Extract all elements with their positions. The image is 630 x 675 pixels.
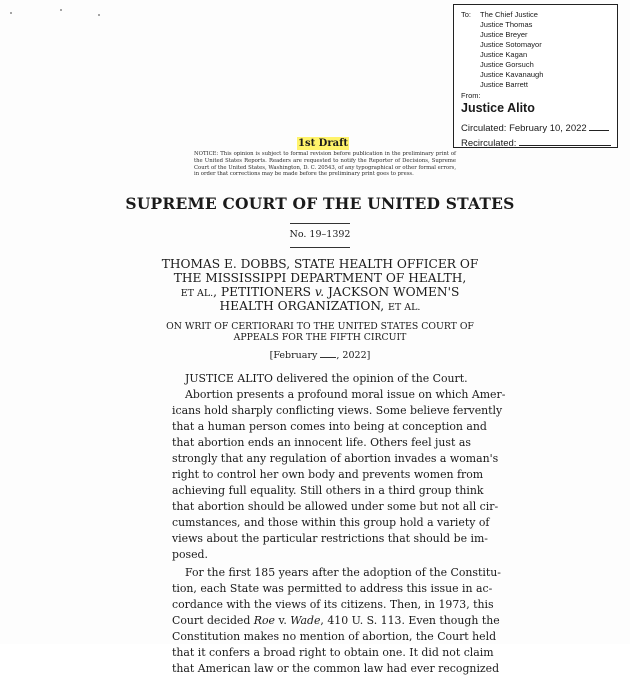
paragraph-line: views about the particular restrictions that should be im- xyxy=(172,532,488,545)
caption-line: THE MISSISSIPPI DEPARTMENT OF HEALTH, xyxy=(173,271,467,285)
paragraph-line: cordance with the views of its citizens. Then, in 1973, this xyxy=(172,598,494,611)
small-cap: A xyxy=(237,372,246,385)
recipient: Justice Sotomayor xyxy=(480,40,542,49)
writ-line: ON WRIT OF CERTIORARI TO THE UNITED STATES COURT OF xyxy=(166,321,474,332)
caption-et-al: ET AL. xyxy=(387,302,421,313)
paragraph-line: strongly that any regulation of abortion invades a woman's xyxy=(172,452,499,465)
circulated-label: Circulated: xyxy=(461,123,507,134)
paragraph-line: that abortion should be allowed under some but not all cir- xyxy=(172,500,499,513)
small-cap: J xyxy=(185,372,190,385)
caption-line: THOMAS E. DOBBS, STATE HEALTH OFFICER OF xyxy=(161,257,479,271)
paragraph-line: cumstances, and those within this group hold a variety of xyxy=(172,516,490,529)
paragraph-line: icans hold sharply conflicting views. Some believe fervently xyxy=(172,404,503,417)
notice-text: NOTICE: This opinion is subject to formal revision before publication in the preliminary print of the United States Reports. Readers are requested to notify the Reporter of Decisions, Supreme Court of the United States, Washington, D. C. 20543, of any typographical or other formal errors, in order that corrections may be made before the preliminary print goes to press. xyxy=(194,151,457,178)
caption-line xyxy=(100,299,540,315)
writ-line: APPEALS FOR THE FIFTH CIRCUIT xyxy=(233,332,407,343)
text: v. xyxy=(275,614,291,627)
blank-line xyxy=(519,136,611,146)
text: , 410 U. S. 113. Even though the xyxy=(320,614,500,627)
circulated-line xyxy=(461,121,609,134)
scan-speck xyxy=(10,12,12,14)
caption-text: , PETITIONERS xyxy=(213,285,315,299)
small-cap: USTICE xyxy=(189,372,238,385)
scan-speck xyxy=(98,14,100,16)
recipient: Justice Kagan xyxy=(480,50,528,59)
paragraph-line: tion, each State was permitted to address this issue in ac- xyxy=(172,582,493,595)
caption-text: JACKSON WOMEN'S xyxy=(324,285,460,299)
draft-label: 1st Draft xyxy=(297,138,349,149)
from-name: Justice Alito xyxy=(461,101,535,115)
circulated-date: February 10, 2022 xyxy=(509,123,587,134)
divider xyxy=(290,223,350,224)
to-label: To: xyxy=(461,10,472,19)
date-suffix: , 2022] xyxy=(336,350,371,361)
caption-text: HEALTH ORGANIZATION, xyxy=(219,299,388,313)
recipient: The Chief Justice xyxy=(480,10,538,19)
recipient: Justice Thomas xyxy=(480,20,533,29)
paragraph-line: For the first 185 years after the adoption of the Constitu- xyxy=(185,566,501,579)
scan-speck xyxy=(60,9,62,11)
date-prefix: [February xyxy=(269,350,321,361)
paragraph-line: right to control her own body and prevents women from xyxy=(172,468,484,481)
recipient: Justice Breyer xyxy=(480,30,528,39)
paragraph-line: Constitution makes no mention of abortion, the Court held xyxy=(172,630,497,643)
paragraph-line: that abortion ends an innocent life. Others feel just as xyxy=(172,436,471,449)
recipient: Justice Barrett xyxy=(480,80,528,89)
paragraph-line: achieving full equality. Still others in a third group think xyxy=(172,484,484,497)
text: Court decided xyxy=(172,614,254,627)
recipient: Justice Gorsuch xyxy=(480,60,534,69)
paragraph-line: Abortion presents a profound moral issue on which Amer- xyxy=(185,388,506,401)
recirculated-label: Recirculated: xyxy=(461,138,517,149)
divider xyxy=(290,247,350,248)
opinion-intro xyxy=(185,372,468,385)
circulation-stamp xyxy=(453,4,618,148)
case-name: Wade xyxy=(290,614,321,627)
recipient: Justice Kavanaugh xyxy=(480,70,544,79)
paragraph-line xyxy=(172,614,500,627)
caption-versus: v. xyxy=(314,285,325,299)
small-cap: LITO xyxy=(245,372,273,385)
blank-line xyxy=(320,349,336,358)
paragraph-line: that American law or the common law had ever recognized xyxy=(172,662,500,675)
paragraph-line: posed. xyxy=(172,548,208,561)
case-name: Roe xyxy=(253,614,275,627)
decision-date xyxy=(100,349,540,361)
paragraph-line: that a human person comes into being at conception and xyxy=(172,420,487,433)
blank-line xyxy=(589,121,609,131)
recirculated-line xyxy=(461,136,611,149)
paragraph-line: that it confers a broad right to obtain one. It did not claim xyxy=(172,646,494,659)
text: delivered the opinion of the Court. xyxy=(272,372,468,385)
docket-number: No. 19–1392 xyxy=(289,229,351,240)
caption-et-al: ET AL. xyxy=(180,288,214,299)
from-label: From: xyxy=(461,91,481,100)
court-title: SUPREME COURT OF THE UNITED STATES xyxy=(125,194,515,213)
